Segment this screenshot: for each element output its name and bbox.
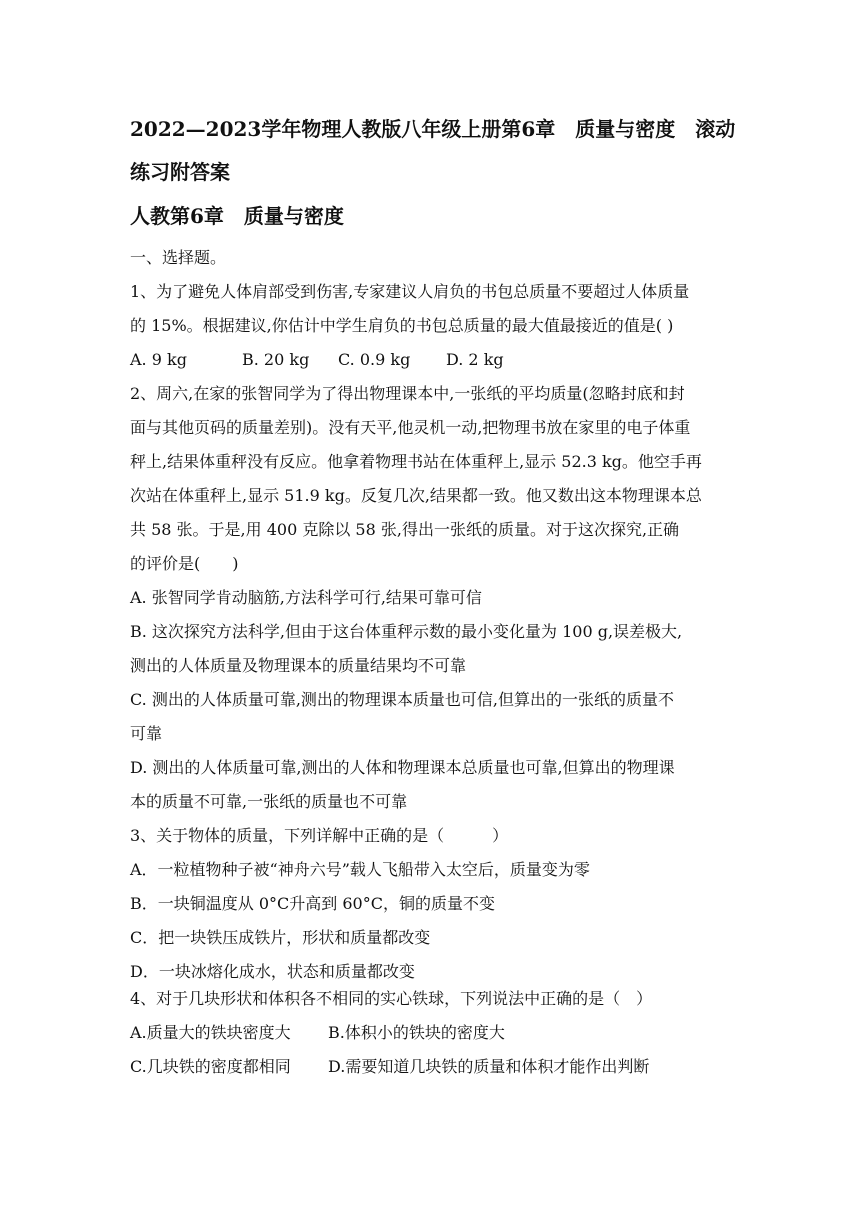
question-1-line-1: 1、为了避免人体肩部受到伤害,专家建议人肩负的书包总质量不要超过人体质量 xyxy=(130,282,690,301)
question-4-option-c: C.几块铁的密度都相同 xyxy=(130,1057,291,1076)
question-4-option-b: B.体积小的铁块的密度大 xyxy=(328,1023,505,1042)
document-title-line-1: 2022—2023学年物理人教版八年级上册第6章 质量与密度 滚动 xyxy=(130,117,736,141)
question-2-option-b-cont: 测出的人体质量及物理课本的质量结果均不可靠 xyxy=(130,656,467,675)
question-4-option-d: D.需要知道几块铁的质量和体积才能作出判断 xyxy=(328,1057,650,1076)
question-1-option-a: A. 9 kg xyxy=(130,350,187,369)
question-2-option-b: B. 这次探究方法科学,但由于这台体重秤示数的最小变化量为 100 g,误差极大, xyxy=(130,622,683,641)
chapter-heading: 人教第6章 质量与密度 xyxy=(130,204,344,228)
question-4-options-row-1 xyxy=(130,1021,505,1045)
question-2-option-c: C. 测出的人体质量可靠,测出的物理课本质量也可信,但算出的一张纸的质量不 xyxy=(130,690,675,709)
question-3-option-c: C．把一块铁压成铁片，形状和质量都改变 xyxy=(130,928,431,947)
question-1-option-d: D. 2 kg xyxy=(446,350,504,369)
question-1-option-b: B. 20 kg xyxy=(242,350,310,369)
question-2-line-3: 秤上,结果体重秤没有反应。他拿着物理书站在体重秤上,显示 52.3 kg。他空手再 xyxy=(130,452,702,471)
question-2-line-2: 面与其他页码的质量差别)。没有天平,他灵机一动,把物理书放在家里的电子体重 xyxy=(130,418,691,437)
question-1-option-c: C. 0.9 kg xyxy=(338,350,411,369)
question-2-option-a: A. 张智同学肯动脑筋,方法科学可行,结果可靠可信 xyxy=(130,588,482,607)
question-3-option-a: A．一粒植物种子被“神舟六号”载人飞船带入太空后，质量变为零 xyxy=(130,860,590,879)
question-2-option-d-cont: 本的质量不可靠,一张纸的质量也不可靠 xyxy=(130,792,408,811)
question-2-line-1: 2、周六,在家的张智同学为了得出物理课本中,一张纸的平均质量(忽略封底和封 xyxy=(130,384,685,403)
question-2-option-c-cont: 可靠 xyxy=(130,724,163,743)
question-2-line-6: 的评价是( ) xyxy=(130,554,239,573)
question-1-options xyxy=(130,348,504,372)
question-3-line-1: 3、关于物体的质量，下列详解中正确的是（ ） xyxy=(130,826,509,845)
question-3-option-d: D．一块冰熔化成水，状态和质量都改变 xyxy=(130,962,415,981)
question-4-options-row-2 xyxy=(130,1055,649,1079)
question-2-option-d: D. 测出的人体质量可靠,测出的人体和物理课本总质量也可靠,但算出的物理课 xyxy=(130,758,675,777)
question-2-line-5: 共 58 张。于是,用 400 克除以 58 张,得出一张纸的质量。对于这次探究,正确 xyxy=(130,520,680,539)
question-3-option-b: B．一块铜温度从 0°C升高到 60°C，铜的质量不变 xyxy=(130,894,495,913)
question-2-line-4: 次站在体重秤上,显示 51.9 kg。反复几次,结果都一致。他又数出这本物理课本总 xyxy=(130,486,702,505)
question-1-line-2: 的 15%。根据建议,你估计中学生肩负的书包总质量的最大值最接近的值是( ) xyxy=(130,316,674,335)
question-4-line-1: 4、对于几块形状和体积各不相同的实心铁球，下列说法中正确的是（ ） xyxy=(130,989,653,1008)
document-title-line-2: 练习附答案 xyxy=(130,160,230,184)
section-heading: 一、选择题。 xyxy=(130,248,227,267)
question-4-option-a: A.质量大的铁块密度大 xyxy=(130,1023,291,1042)
